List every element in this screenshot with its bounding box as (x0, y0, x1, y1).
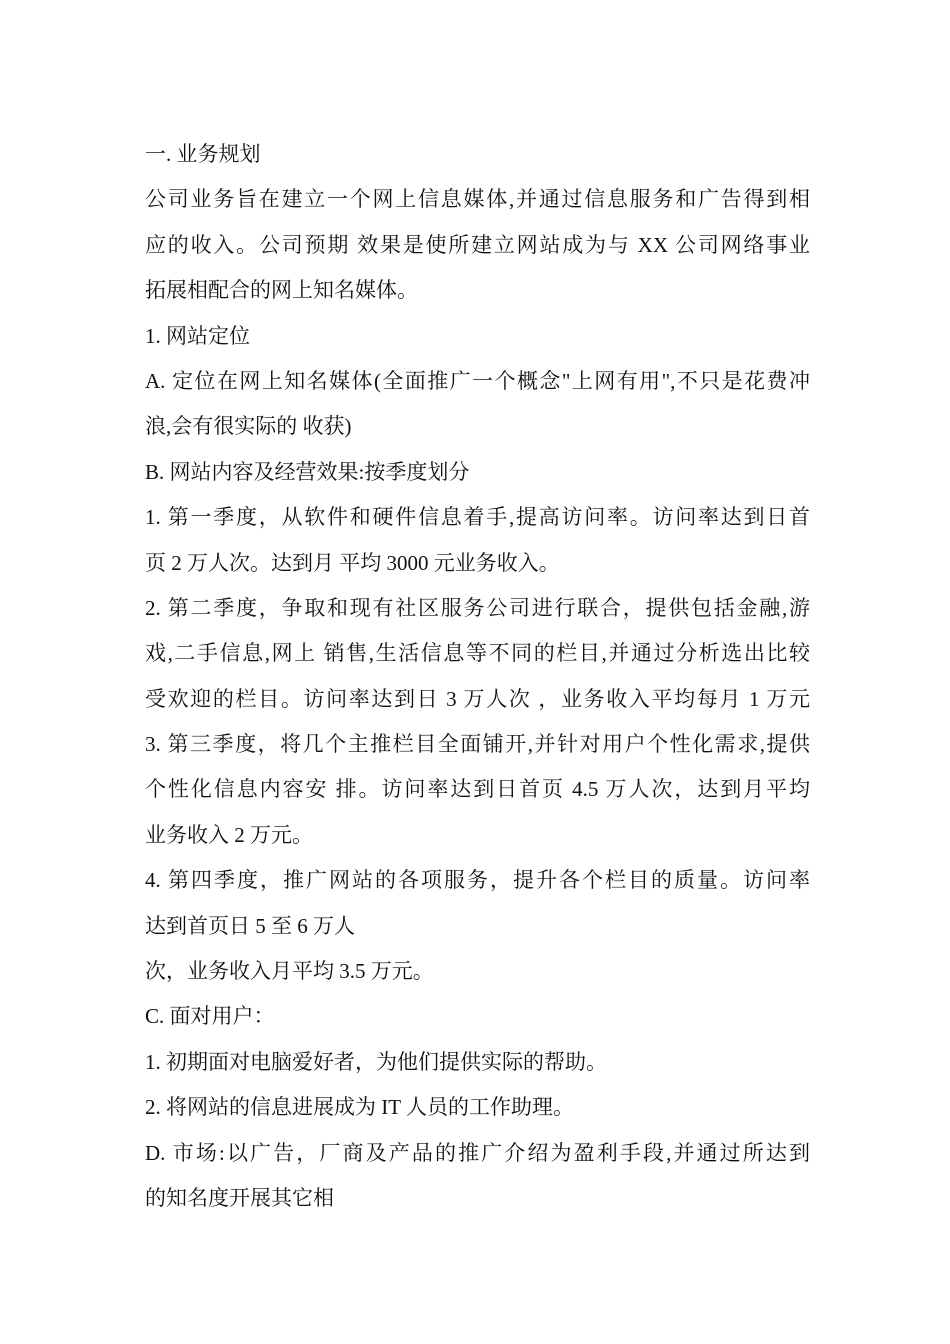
paragraph-line: 的知名度开展其它相 (145, 1185, 334, 1210)
paragraph-line: 达到首页日 5 至 6 万人 (145, 913, 355, 938)
paragraph-line: 浪,会有很实际的 收获) (145, 414, 352, 439)
paragraph-line: 1. 第一季度，从软件和硬件信息着手,提高访问率。访问率达到日首 (145, 505, 810, 530)
paragraph-line: 应的收入。公司预期 效果是使所建立网站成为与 XX 公司网络事业 (145, 232, 810, 257)
paragraph-line: C. 面对用户： (145, 1004, 275, 1029)
paragraph-line: 戏,二手信息,网上 销售,生活信息等不同的栏目,并通过分析选出比较 (145, 641, 810, 666)
paragraph-line: B. 网站内容及经营效果:按季度划分 (145, 459, 470, 484)
subsection-heading: 1. 网站定位 (145, 323, 250, 348)
paragraph-line: 页 2 万人次。达到月 平均 3000 元业务收入。 (145, 550, 560, 575)
paragraph-line: 2. 将网站的信息进展成为 IT 人员的工作助理。 (145, 1095, 574, 1120)
paragraph-line: 次，业务收入月平均 3.5 万元。 (145, 959, 434, 984)
paragraph-line: 受欢迎的栏目。访问率达到日 3 万人次 ，业务收入平均每月 1 万元 (145, 686, 810, 711)
paragraph-line: D. 市场:以广告，厂商及产品的推广介绍为盈利手段,并通过所达到 (145, 1140, 810, 1165)
paragraph-line: 3. 第三季度，将几个主推栏目全面铺开,并针对用户个性化需求,提供 (145, 732, 810, 757)
section-heading: 一. 业务规划 (145, 142, 261, 166)
paragraph-line: 公司业务旨在建立一个网上信息媒体,并通过信息服务和广告得到相 (145, 187, 810, 212)
paragraph-line: 4. 第四季度，推广网站的各项服务，提升各个栏目的质量。访问率 (145, 868, 810, 893)
paragraph-line: 拓展相配合的网上知名媒体。 (145, 278, 418, 303)
paragraph-line: A. 定位在网上知名媒体(全面推广一个概念"上网有用",不只是花费冲 (145, 368, 810, 393)
paragraph-line: 业务收入 2 万元。 (145, 822, 313, 847)
paragraph-line: 1. 初期面对电脑爱好者，为他们提供实际的帮助。 (145, 1049, 607, 1074)
paragraph-line: 个性化信息内容安 排。访问率达到日首页 4.5 万人次，达到月平均 (145, 777, 810, 802)
paragraph-line: 2. 第二季度，争取和现有社区服务公司进行联合，提供包括金融,游 (145, 595, 810, 620)
document-body (145, 132, 810, 1221)
